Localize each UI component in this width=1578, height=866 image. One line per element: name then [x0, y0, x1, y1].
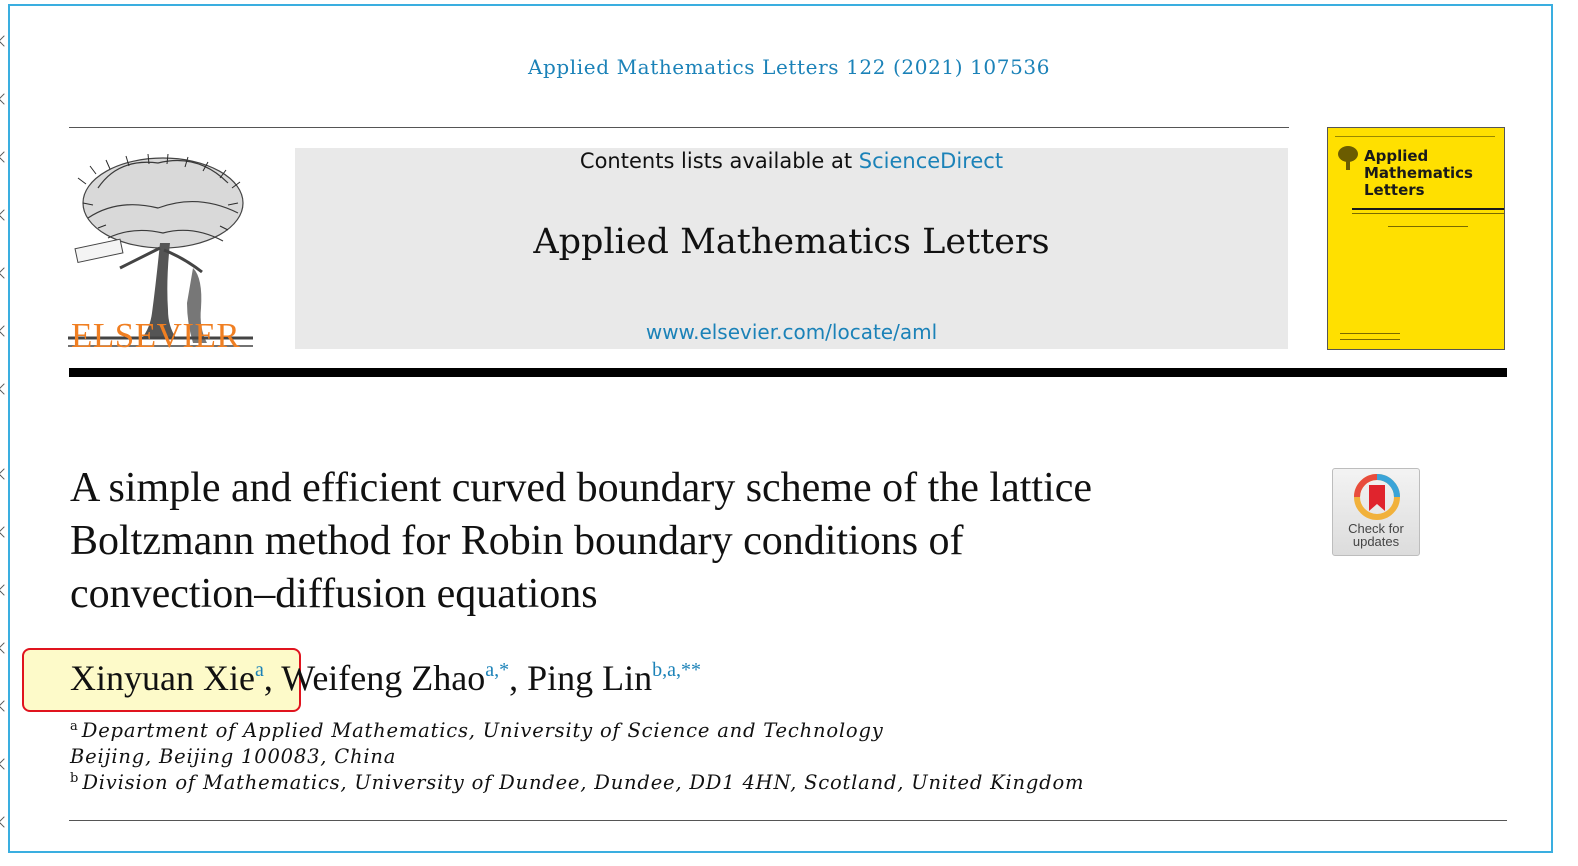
- paper-title-line: Boltzmann method for Robin boundary conditions of: [70, 518, 964, 564]
- journal-cover[interactable]: [1327, 127, 1505, 350]
- check-updates-label: [1333, 522, 1419, 548]
- cover-line: [1388, 226, 1468, 227]
- header-rule: [69, 127, 1289, 128]
- crossmark-icon: [1353, 473, 1401, 521]
- author-affiliation-mark[interactable]: a: [254, 659, 264, 681]
- check-for-updates-button[interactable]: [1332, 468, 1420, 556]
- author-list: [70, 657, 1270, 699]
- edge-tick-icon: [0, 642, 10, 653]
- contents-prefix: Contents lists available at: [579, 149, 853, 173]
- masthead-journal-title: Applied Mathematics Letters: [533, 222, 1050, 262]
- edge-tick-icon: [0, 35, 10, 46]
- footer-rule: [69, 820, 1507, 821]
- cover-top-rule: [1335, 136, 1495, 140]
- edge-tick-icon: [0, 325, 10, 336]
- author-name[interactable]: Xinyuan Xie: [70, 658, 255, 698]
- affiliation-a-continued: Beijing, Beijing 100083, China: [70, 745, 397, 768]
- contents-line: [295, 149, 1288, 173]
- affiliation-text: Division of Mathematics, University of Dundee, Dundee, DD1 4HN, Scotland, United Kingdom: [82, 771, 1085, 794]
- paper-title: [70, 462, 1220, 621]
- edge-tick-icon: [0, 383, 10, 394]
- sciencedirect-link[interactable]: ScienceDirect: [858, 149, 1004, 173]
- edge-tick-icon: [0, 209, 10, 220]
- affiliation-a: [70, 719, 1370, 742]
- author-separator: ,: [509, 658, 519, 698]
- paper-title-line: A simple and efficient curved boundary scheme of the lattice: [70, 465, 1093, 511]
- edge-tick-icon: [0, 700, 10, 711]
- author-affiliation-mark[interactable]: b,a,**: [652, 659, 702, 681]
- cover-title: [1364, 148, 1504, 199]
- cover-footer-lines: [1340, 333, 1400, 340]
- edge-tick-icon: [0, 584, 10, 595]
- left-edge-marks: [0, 0, 10, 866]
- journal-reference[interactable]: Applied Mathematics Letters 122 (2021) 107536: [527, 55, 1051, 79]
- cover-elsevier-emblem-icon: [1337, 144, 1359, 172]
- affiliation-b: [70, 771, 1370, 794]
- edge-tick-icon: [0, 758, 10, 769]
- cover-title-line: Letters: [1364, 181, 1425, 199]
- check-updates-line: updates: [1352, 534, 1400, 549]
- masthead-thick-rule: [69, 368, 1507, 377]
- elsevier-wordmark: ELSEVIER: [71, 316, 241, 355]
- paper-title-line: convection–diffusion equations: [70, 571, 598, 617]
- author-name[interactable]: Weifeng Zhao: [281, 658, 486, 698]
- cover-title-line: Mathematics: [1364, 164, 1473, 182]
- cover-bar: [1352, 213, 1504, 214]
- affiliation-label: a: [70, 719, 78, 734]
- journal-masthead: [295, 148, 1288, 349]
- check-updates-line: Check for: [1348, 521, 1404, 536]
- author-name[interactable]: Ping Lin: [527, 658, 653, 698]
- edge-tick-icon: [0, 151, 10, 162]
- edge-tick-icon: [0, 816, 10, 827]
- cover-bar: [1352, 208, 1504, 210]
- author-affiliation-mark[interactable]: a,*: [485, 659, 510, 681]
- affiliation-label: b: [70, 771, 79, 786]
- author-separator: ,: [263, 658, 273, 698]
- edge-tick-icon: [0, 267, 10, 278]
- edge-tick-icon: [0, 526, 10, 537]
- edge-tick-icon: [0, 468, 10, 479]
- journal-url-link[interactable]: www.elsevier.com/locate/aml: [645, 320, 938, 344]
- cover-title-line: Applied: [1364, 147, 1429, 165]
- affiliation-text: Department of Applied Mathematics, University of Science and Technology: [81, 719, 884, 742]
- edge-tick-icon: [0, 93, 10, 104]
